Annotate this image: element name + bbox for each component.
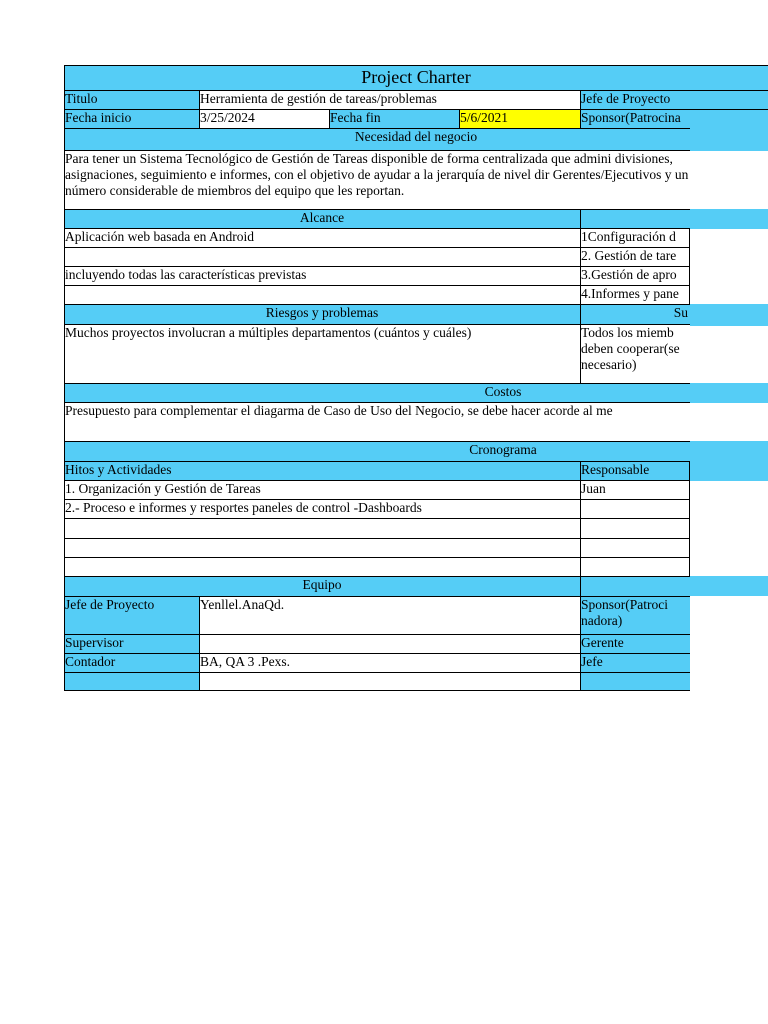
grid-line [689, 228, 690, 304]
equipo-role2-1[interactable]: Sponsor(Patroci nadora) [580, 596, 690, 634]
equipo-role-4[interactable] [64, 672, 199, 691]
hito-4[interactable] [64, 538, 580, 557]
col-hitos[interactable]: Hitos y Actividades [64, 461, 580, 480]
grid-line [64, 128, 690, 129]
header-alcance-right[interactable] [580, 209, 768, 228]
grid-line [64, 672, 690, 673]
responsable-4[interactable] [580, 538, 690, 557]
equipo-name-3[interactable]: BA, QA 3 .Pexs. [199, 653, 580, 672]
grid-line [64, 480, 690, 481]
grid-line [64, 596, 690, 597]
col-responsable[interactable]: Responsable [580, 461, 690, 480]
grid-line [64, 304, 690, 305]
grid-line [580, 209, 581, 383]
equipo-role2-4[interactable] [580, 672, 690, 691]
text-necesidad[interactable]: Para tener un Sistema Tecnológico de Gestión de Tareas disponible de forma centralizada que admini divisiones, asignaciones, seguimiento e informes, con el objetivo de ayudar a la jerarquía de nivel dir Gerentes/Ejecutivos y un número considerable de miembros del equipo que les reportan. [64, 150, 690, 209]
grid-line [329, 109, 330, 128]
riesgos-left[interactable]: Muchos proyectos involucran a múltiples departamentos (cuántos y cuáles) [64, 324, 580, 383]
grid-line [64, 690, 690, 691]
header-cronograma[interactable]: Cronograma [64, 441, 768, 461]
grid-line [64, 518, 690, 519]
header-riesgos[interactable]: Riesgos y problemas [64, 304, 580, 324]
label-fecha-inicio[interactable]: Fecha inicio [64, 109, 199, 128]
alcance-right-4[interactable]: 4.Informes y pane [580, 285, 690, 304]
header-alcance[interactable]: Alcance [64, 209, 580, 228]
alcance-right-3[interactable]: 3.Gestión de apro [580, 266, 690, 285]
grid-line [64, 247, 690, 248]
responsable-5[interactable] [580, 557, 690, 576]
grid-line [459, 109, 460, 128]
grid-line [64, 383, 690, 384]
equipo-role-1[interactable]: Jefe de Proyecto [64, 596, 199, 634]
equipo-name-4[interactable] [199, 672, 580, 691]
header-equipo-right[interactable] [580, 576, 768, 596]
equipo-role2-3[interactable]: Jefe [580, 653, 690, 672]
grid-line [64, 65, 65, 691]
equipo-role2-2[interactable]: Gerente [580, 634, 690, 653]
grid-line [64, 228, 690, 229]
responsable-2[interactable] [580, 499, 690, 518]
grid-line [199, 596, 200, 691]
alcance-right-1[interactable]: 1Configuración d [580, 228, 690, 247]
project-charter-sheet [64, 65, 768, 691]
alcance-left-1[interactable]: Aplicación web basada en Android [64, 228, 580, 247]
hito-1[interactable]: 1. Organización y Gestión de Tareas [64, 480, 580, 499]
hito-2[interactable]: 2.- Proceso e informes y resportes paneles de control -Dashboards [64, 499, 580, 518]
header-riesgos-right[interactable]: Su [580, 304, 768, 324]
alcance-left-3[interactable]: incluyendo todas las características previstas [64, 266, 580, 285]
grid-line [689, 461, 690, 576]
grid-line [199, 90, 200, 128]
grid-line [64, 499, 690, 500]
grid-line [64, 653, 690, 654]
equipo-role-2[interactable]: Supervisor [64, 634, 199, 653]
grid-line [64, 557, 690, 558]
grid-line [64, 576, 690, 577]
alcance-right-2[interactable]: 2. Gestión de tare [580, 247, 690, 266]
charter-title[interactable]: Project Charter [64, 65, 768, 90]
grid-line [64, 266, 690, 267]
grid-line [64, 109, 768, 110]
equipo-role-3[interactable]: Contador [64, 653, 199, 672]
text-costos[interactable]: Presupuesto para complementar el diagarma de Caso de Uso del Negocio, se debe hacer acorde al me [64, 402, 690, 441]
equipo-name-2[interactable] [199, 634, 580, 653]
header-equipo[interactable]: Equipo [64, 576, 580, 596]
grid-line [64, 285, 690, 286]
grid-line [64, 209, 690, 210]
value-fecha-fin[interactable]: 5/6/2021 [459, 109, 580, 128]
header-necesidad[interactable]: Necesidad del negocio [64, 128, 768, 150]
grid-line [580, 461, 581, 691]
grid-line [64, 441, 690, 442]
riesgos-right[interactable]: Todos los miemb deben cooperar(se necesario) [580, 324, 690, 383]
grid-line [64, 324, 690, 325]
value-fecha-inicio[interactable]: 3/25/2024 [199, 109, 329, 128]
grid-line [64, 634, 690, 635]
grid-line [580, 90, 581, 128]
responsable-3[interactable] [580, 518, 690, 538]
header-costos[interactable]: Costos [64, 383, 768, 402]
grid-line [64, 90, 768, 91]
value-titulo[interactable]: Herramienta de gestión de tareas/problemas [199, 90, 580, 109]
label-sponsor[interactable]: Sponsor(Patrocina [580, 109, 768, 128]
label-jefe-proyecto[interactable]: Jefe de Proyecto [580, 90, 768, 109]
alcance-left-4[interactable] [64, 285, 580, 304]
grid-line [64, 65, 768, 66]
grid-line [64, 402, 690, 403]
grid-line [64, 538, 690, 539]
equipo-name-1[interactable]: Yenllel.AnaQd. [199, 596, 580, 634]
grid-line [64, 150, 690, 151]
hito-5[interactable] [64, 557, 580, 576]
label-fecha-fin[interactable]: Fecha fin [329, 109, 459, 128]
hito-3[interactable] [64, 518, 580, 538]
responsable-1[interactable]: Juan [580, 480, 690, 499]
grid-line [64, 461, 690, 462]
label-titulo[interactable]: Titulo [64, 90, 199, 109]
alcance-left-2[interactable] [64, 247, 580, 266]
